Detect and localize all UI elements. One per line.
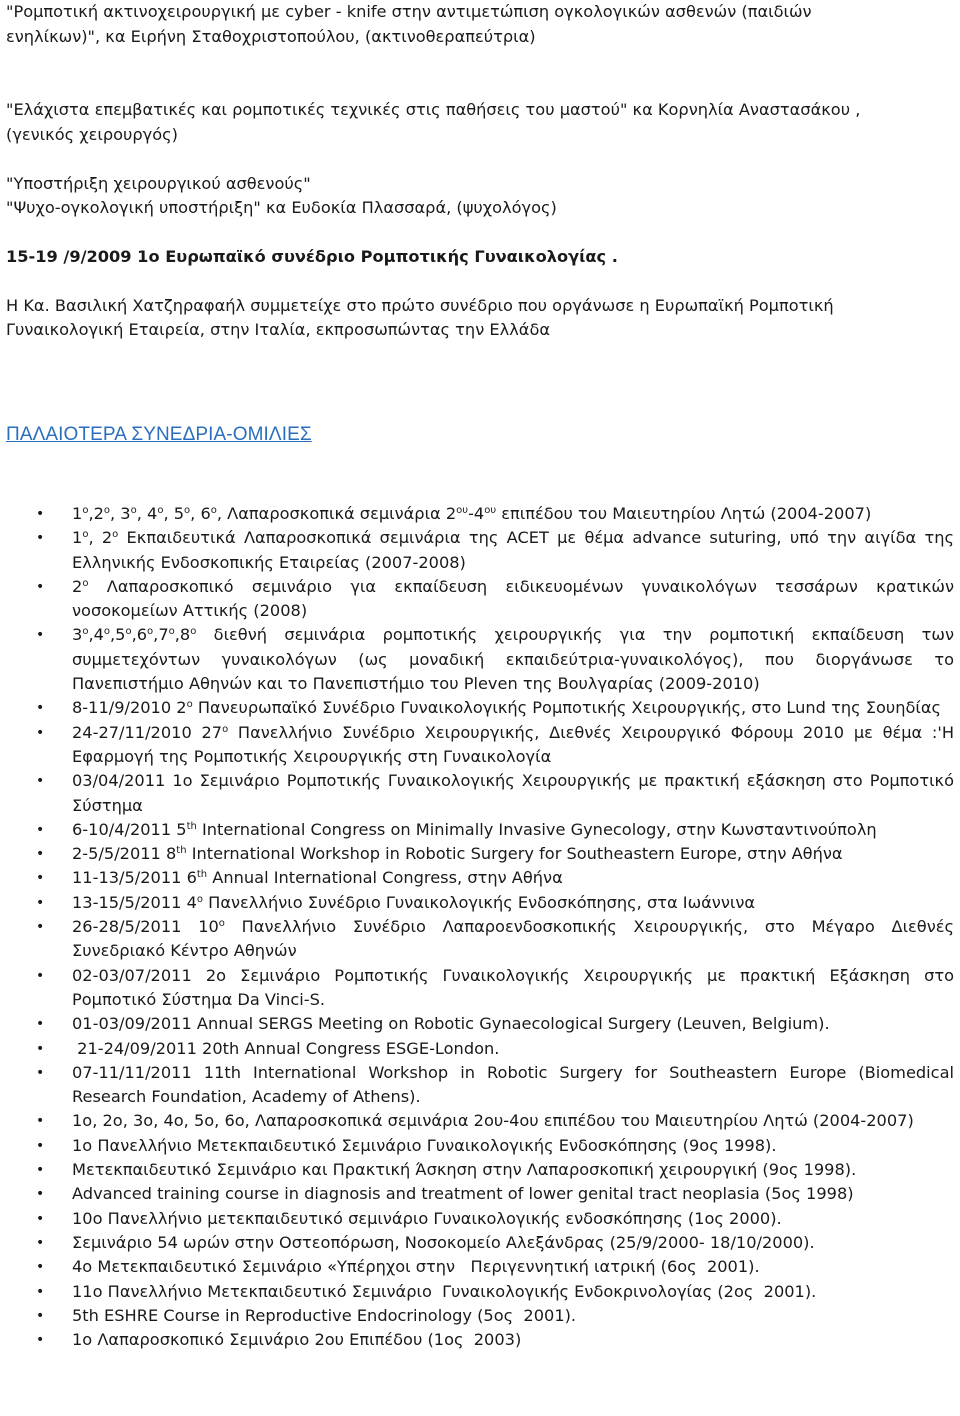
list-item: • $1^o$, $2^o$ Εκπαιδευτικά Λαπαροσκοπικά σεμινάρια της ACET με θέμα advance suturing, υπό την αιγίδα της Ελληνικής Ενδοσκοπικής Εταιρείας (2007-2008) [36,528,954,572]
list-item: • $3^o,4^o,5^o,6^o,7^o,8^o$ διεθνή σεμινάρια ρομποτικής χειρουργικής για την ρομποτική εκπαίδευση των συμμετεχόντων γυναικολόγων (ως μοναδική εκπαιδεύτρια-γυναικολόγος), που διοργάνωσε το Πανεπιστήμιο Αθηνών και το Πανεπιστήμιο του Pleven της Βουλγαρίας (2009-2010) [36,625,954,694]
list-item: • 8-11/9/2010 $2^o$ Πανευρωπαϊκό Συνέδριο Γυναικολογικής Ρομποτικής Χειρουργικής, στο Lund της Σουηδίας [0,696,960,720]
intro-line-4: (γενικός χειρουργός) [6,125,178,144]
list-item: • 2-5/5/2011 8th International Workshop in Robotic Surgery for Southeastern Europe, στην Αθήνα [0,842,960,866]
list-item: • 02-03/07/2011 2ο Σεμινάριο Ρομποτικής Γυναικολογικής Χειρουργικής με πρακτική Εξάσκηση στο Ρομποτικό Σύστημα Da Vinci-S. [36,965,954,1009]
bullet-icon: • [36,1186,45,1203]
list-item: • 24-27/11/2010 $27^o$ Πανελλήνιο Συνέδριο Χειρουργικής, Διεθνές Χειρουργικό Φόρουμ 2010 με θέμα :'Η Εφαρμογή της Ρομποτικής Χειρουργικής στη Γυναικολογία [36,722,955,766]
intro-line-5: "Υποστήριξη χειρουργικού ασθενούς" [6,174,311,193]
list-item: • Advanced training course in diagnosis and treatment of lower genital tract neoplasia (5ος 1998) [0,1182,960,1206]
bullet-icon: • [36,1307,45,1324]
bullet-icon: • [36,1234,45,1251]
list-item: • 11-13/5/2011 6th Annual International Congress, στην Αθήνα [0,866,960,890]
list-item: • 07-11/11/2011 11th International Workshop in Robotic Surgery for Southeastern Europe (Biomedical Research Foundation, Academy of Athens). [36,1062,954,1107]
bullet-icon: • [36,1259,45,1276]
intro-line-1: "Ρομποτική ακτινοχειρουργική με cyber - knife στην αντιμετώπιση ογκολογικών ασθενών (παιδιών [6,2,812,21]
bullet-icon: • [36,1332,45,1349]
list-item: • 1ο Λαπαροσκοπικό Σεμινάριο 2ου Επιπέδου (1ος 2003) [0,1328,960,1352]
bullet-icon: • [36,773,45,790]
intro-line-2: ενηλίκων)", κα Ειρήνη Σταθοχριστοπούλου, (ακτινοθεραπεύτρια) [6,27,536,46]
bullet-icon: • [36,870,45,887]
section-heading-link[interactable]: ΠΑΛΑΙΟΤΕΡΑ ΣΥΝΕΔΡΙΑ-ΟΜΙΛΙΕΣ [6,424,312,445]
list-item: • $2^o$ Λαπαροσκοπικό σεμινάριο για εκπαίδευση ειδικευομένων γυναικολόγων τεσσάρων κρατικών νοσοκομείων Αττικής (2008) [36,576,954,621]
bullet-icon: • [36,1137,45,1154]
list-item: • 21-24/09/2011 20th Annual Congress ESGE-London. [0,1037,960,1061]
bullet-icon: • [36,1064,45,1081]
bullet-icon: • [36,1040,45,1057]
bullet-icon: • [36,1162,45,1179]
paragraph-line-2: Γυναικολογική Εταιρεία, στην Ιταλία, εκπροσωπώντας την Ελλάδα [6,320,551,339]
list-item: • 11ο Πανελλήνιο Μετεκπαιδευτικό Σεμινάριο Γυναικολογικής Ενδοκρινολογίας (2ος 2001). [0,1280,960,1304]
bullet-icon: • [36,1113,45,1130]
bullet-icon: • [36,530,45,547]
list-item: • 10ο Πανελλήνιο μετεκπαιδευτικό σεμινάριο Γυναικολογικής ενδοσκόπησης (1ος 2000). [0,1207,960,1231]
list-item: • 5th ESHRE Course in Reproductive Endocrinology (5ος 2001). [0,1304,960,1328]
intro-line-3: "Ελάχιστα επεμβατικές και ρομποτικές τεχνικές στις παθήσεις του μαστού" κα Κορνηλία Αναστασάκου , [6,100,861,119]
bullet-icon: • [36,1283,45,1300]
bullet-icon: • [36,894,45,911]
list-item: • Σεμινάριο 54 ωρών στην Οστεοπόρωση, Νοσοκομείο Αλεξάνδρας (25/9/2000- 18/10/2000). [0,1231,960,1255]
bullet-icon: • [36,627,45,644]
list-item: • Μετεκπαιδευτικό Σεμινάριο και Πρακτική Άσκηση στην Λαπαροσκοπική χειρουργική (9ος 1998). [0,1158,960,1182]
list-item: • 1ο Πανελλήνιο Μετεκπαιδευτικό Σεμινάριο Γυναικολογικής Ενδοσκόπησης (9ος 1998). [0,1134,960,1158]
conference-title: 15-19 /9/2009 1ο Ευρωπαϊκό συνέδριο Ρομποτικής Γυναικολογίας . [6,247,618,266]
intro-line-6: "Ψυχο-ογκολογική υποστήριξη" κα Ευδοκία Πλασσαρά, (ψυχολόγος) [6,198,557,217]
bullet-icon: • [36,724,45,741]
bullet-icon: • [36,821,45,838]
list-item: • 6-10/4/2011 5th International Congress on Minimally Invasive Gynecology, στην Κωνσταντινούπολη [0,818,960,842]
bullet-icon: • [36,919,45,936]
list-item: • 01-03/09/2011 Annual SERGS Meeting on Robotic Gynaecological Surgery (Leuven, Belgium). [0,1012,960,1036]
bullet-icon: • [36,578,45,595]
seminars-list [0,502,960,1352]
list-item: • $1^o,2^o$, $3^o$, $4^o$, $5^o$, $6^o$, Λαπαροσκοπικά σεμινάρια $2^{o\upsilon}-4^{o\upsilon}$ επιπέδου του Μαιευτηρίου Λητώ (2004-2007) [0,502,960,526]
list-item: • 1ο, 2ο, 3ο, 4ο, 5ο, 6ο, Λαπαροσκοπικά σεμινάρια 2ου-4ου επιπέδου του Μαιευτηρίου Λητώ (2004-2007) [0,1109,960,1133]
list-item: • 13-15/5/2011 $4^o$ Πανελλήνιο Συνέδριο Γυναικολογικής Ενδοσκόπησης, στα Ιωάννινα [0,891,960,915]
list-item: • 4ο Μετεκπαιδευτικό Σεμινάριο «Υπέρηχοι στην Περιγεννητική ιατρική (6ος 2001). [0,1255,960,1279]
list-item: • 03/04/2011 1ο Σεμινάριο Ρομποτικής Γυναικολογικής Χειρουργικής με πρακτική εξάσκηση στο Ρομποτικό Σύστημα [36,771,954,815]
bullet-icon: • [36,1016,45,1033]
bullet-icon: • [36,700,45,717]
bullet-icon: • [36,967,45,984]
bullet-icon: • [36,506,45,522]
paragraph-line-1: Η Κα. Βασιλική Χατζηραφαήλ συμμετείχε στο πρώτο συνέδριο που οργάνωσε η Ευρωπαϊκή Ρομποτική [6,296,834,315]
list-item: • 26-28/5/2011 $10^o$ Πανελλήνιο Συνέδριο Λαπαροενδοσκοπικής Χειρουργικής, στο Μέγαρο Διεθνές Συνεδριακό Κέντρο Αθηνών [36,917,954,961]
bullet-icon: • [36,846,45,863]
bullet-icon: • [36,1210,45,1227]
